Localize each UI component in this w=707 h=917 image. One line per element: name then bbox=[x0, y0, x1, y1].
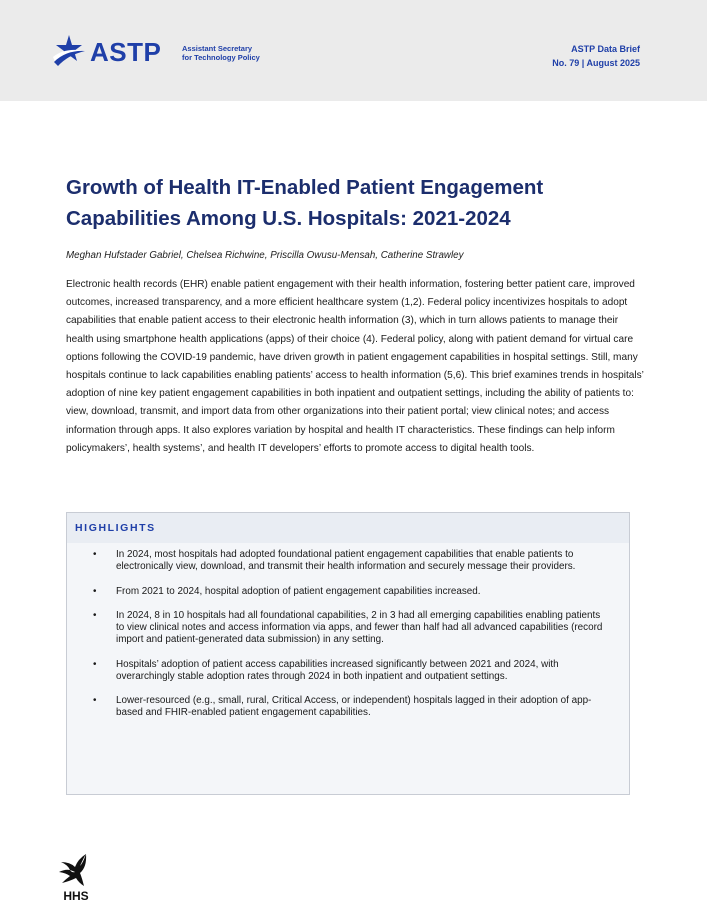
brief-label: ASTP Data Brief bbox=[571, 44, 640, 54]
bullet-icon: • bbox=[93, 585, 97, 597]
brief-issue: No. 79 | August 2025 bbox=[552, 58, 640, 68]
highlight-item bbox=[91, 586, 611, 598]
authors: Meghan Hufstader Gabriel, Chelsea Richwine, Priscilla Owusu-Mensah, Catherine Strawley bbox=[66, 250, 464, 261]
bullet-icon: • bbox=[93, 695, 97, 707]
highlight-text: Hospitals’ adoption of patient access capabilities increased significantly between 2021 and 2024, with overarchingly stable adoption rates through 2024 in both inpatient and outpatient settings. bbox=[116, 658, 559, 682]
highlights-box bbox=[66, 512, 630, 795]
hhs-label: HHS bbox=[63, 889, 89, 903]
highlight-text: From 2021 to 2024, hospital adoption of patient engagement capabilities increased. bbox=[116, 585, 481, 597]
bullet-icon: • bbox=[93, 658, 97, 670]
astp-star-swoosh-icon bbox=[52, 34, 86, 70]
astp-logo bbox=[52, 33, 272, 71]
page-title: Growth of Health IT-Enabled Patient Engagement Capabilities Among U.S. Hospitals: 2021-2024 bbox=[66, 176, 544, 230]
highlight-item bbox=[91, 659, 611, 683]
hhs-logo bbox=[56, 852, 96, 908]
header-band bbox=[0, 0, 707, 101]
highlight-text: In 2024, 8 in 10 hospitals had all foundational capabilities, 2 in 3 had all emerging capabilities enabling patients to view clinical notes and access information via apps, and fewer than half had all advanced capabilities (record import and patient-generated data submission) in any setting. bbox=[116, 610, 603, 645]
highlight-item bbox=[91, 549, 611, 573]
highlight-item bbox=[91, 610, 611, 645]
logo-wordmark: ASTP bbox=[90, 37, 162, 67]
logo-tagline-line-2: for Technology Policy bbox=[182, 53, 260, 62]
highlight-text: Lower-resourced (e.g., small, rural, Critical Access, or independent) hospitals lagged in their adoption of app-based and FHIR-enabled patient engagement capabilities. bbox=[116, 695, 592, 719]
highlights-heading: HIGHLIGHTS bbox=[67, 513, 629, 543]
highlights-list bbox=[91, 549, 611, 732]
bullet-icon: • bbox=[93, 610, 97, 622]
intro-paragraph: Electronic health records (EHR) enable patient engagement with their health information, fostering better patient care, improved outcomes, increased transparency, and a more efficient healthcare system (1,2). Federal policy incentivizes hospitals to adopt capabilities that enable patient access to their electronic health information (3), which in turn allows patients to manage their health using smartphone health applications (apps) of their choice (4). Federal policy, along with patient demand for virtual care options following the COVID-19 pandemic, have driven growth in patient engagement capabilities in hospital settings. Still, many hospitals continue to lack capabilities enabling patients’ access to health information (5,6). This brief examines trends in hospitals’ adoption of nine key patient engagement capabilities in both inpatient and outpatient settings, including the ability of patients to: view, download, transmit, and import data from other organizations into their patient portal; view clinical notes; and access information through apps. It also explores variation by hospital and health IT characteristics. These findings can help inform policymakers’, health systems’, and health IT developers’ efforts to promote access to digital health tools. bbox=[66, 279, 644, 454]
highlight-text: In 2024, most hospitals had adopted foundational patient engagement capabilities that enable patients to electronically view, download, and transmit their health information and securely message their providers. bbox=[116, 549, 576, 572]
highlight-item bbox=[91, 695, 611, 719]
logo-tagline bbox=[182, 44, 260, 62]
bullet-icon: • bbox=[93, 549, 97, 560]
logo-tagline-line-1: Assistant Secretary bbox=[182, 44, 253, 53]
brief-info bbox=[552, 42, 640, 70]
hhs-eagle-icon bbox=[56, 852, 96, 888]
